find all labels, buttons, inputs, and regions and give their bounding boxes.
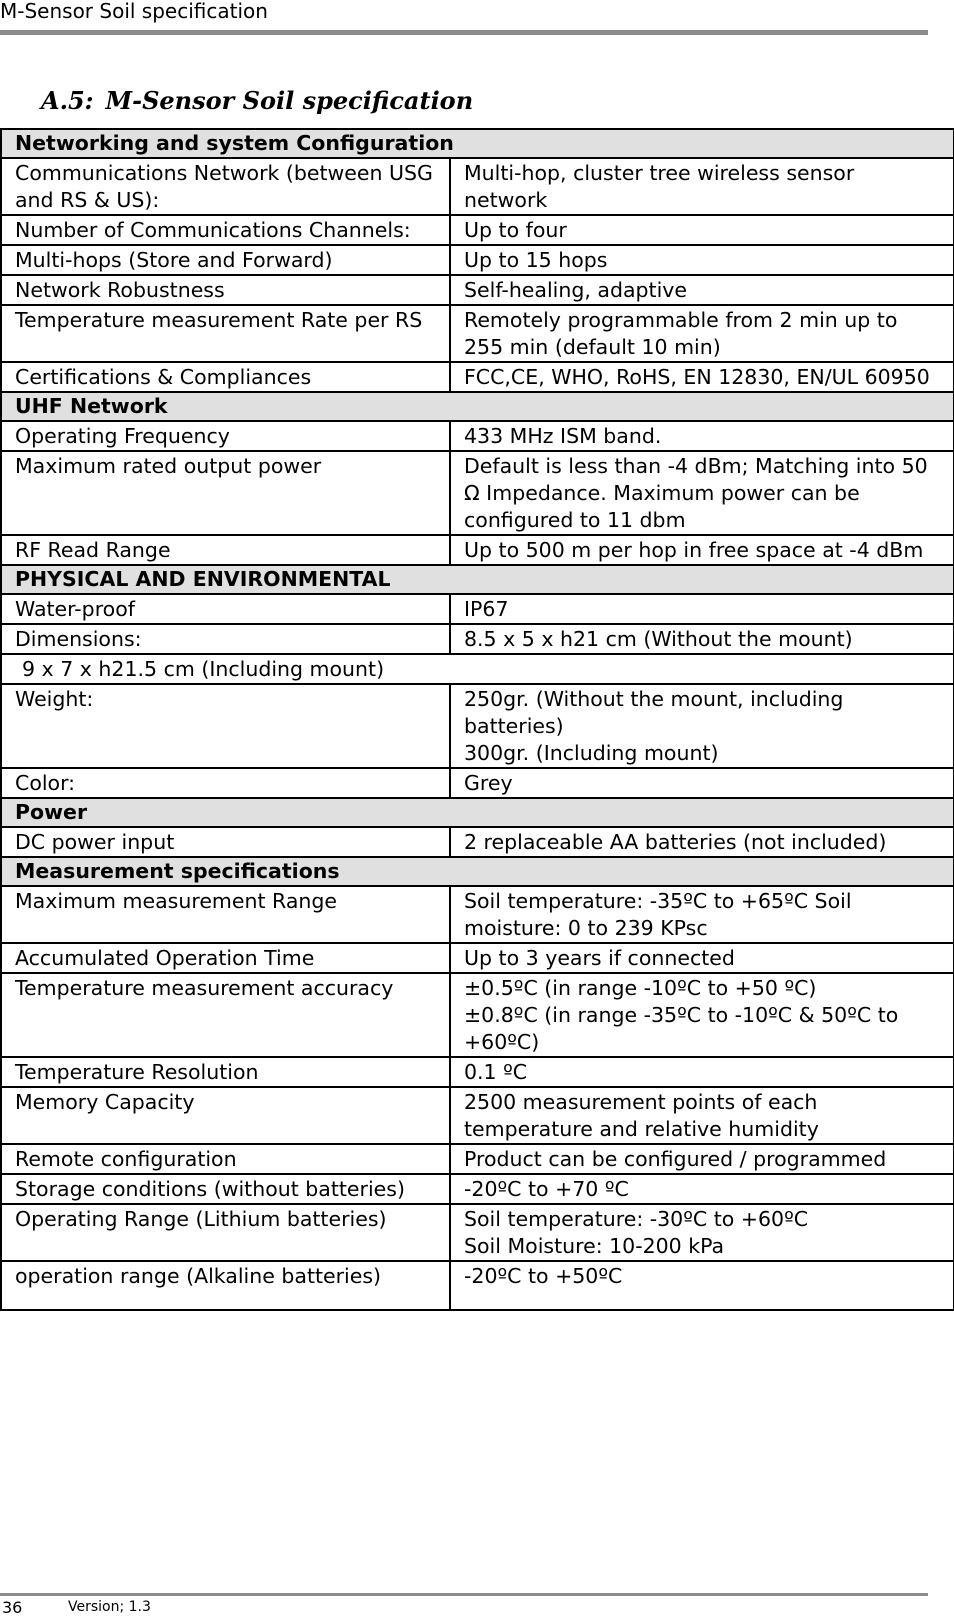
spec-label: Dimensions:: [1, 624, 450, 654]
spec-label: Network Robustness: [1, 275, 450, 305]
spec-value: 0.1 ºC: [450, 1057, 954, 1087]
spec-row: [1, 158, 954, 215]
spec-row: [1, 1144, 954, 1174]
spec-row: [1, 421, 954, 451]
spec-row: [1, 305, 954, 362]
spec-value: Up to four: [450, 215, 954, 245]
section-heading: PHYSICAL AND ENVIRONMENTAL: [1, 565, 954, 594]
spec-row: [1, 624, 954, 654]
spec-row: [1, 943, 954, 973]
spec-row: [1, 1174, 954, 1204]
spec-label: Weight:: [1, 684, 450, 768]
spec-row: [1, 973, 954, 1057]
spec-value: [450, 1204, 954, 1261]
section-heading: Measurement specifications: [1, 857, 954, 886]
section-number: A.5:: [41, 86, 94, 115]
footer-rule: [0, 1593, 928, 1596]
version-label: Version; 1.3: [68, 1599, 151, 1615]
spec-row: [1, 1261, 954, 1310]
section-title: [41, 86, 473, 116]
spec-label: Storage conditions (without batteries): [1, 1174, 450, 1204]
spec-row: [1, 245, 954, 275]
section-header-row: [1, 857, 954, 886]
spec-row: [1, 1057, 954, 1087]
section-header-row: [1, 565, 954, 594]
section-heading: Networking and system Configuration: [1, 129, 954, 158]
spec-value-line: ±0.5ºC (in range -10ºC to +50 ºC): [464, 976, 817, 1000]
spec-row: [1, 451, 954, 535]
spec-value: Up to 500 m per hop in free space at -4 dBm: [450, 535, 954, 565]
spec-value: [450, 973, 954, 1057]
spec-row: [1, 215, 954, 245]
spec-value: 8.5 x 5 x h21 cm (Without the mount): [450, 624, 954, 654]
header-rule: [0, 30, 928, 35]
spec-row: [1, 1087, 954, 1144]
spec-value-line: ±0.8ºC (in range -35ºC to -10ºC & 50ºC to +60ºC): [464, 1003, 899, 1054]
spec-label: Remote configuration: [1, 1144, 450, 1174]
spec-row: [1, 594, 954, 624]
spec-value-line: Soil Moisture: 10-200 kPa: [464, 1234, 725, 1258]
spec-label: Water-proof: [1, 594, 450, 624]
section-title-text: M-Sensor Soil specification: [105, 86, 474, 115]
spec-value: Product can be configured / programmed: [450, 1144, 954, 1174]
spec-label: RF Read Range: [1, 535, 450, 565]
spec-label: Temperature Resolution: [1, 1057, 450, 1087]
spec-row: [1, 886, 954, 943]
spec-value: Default is less than -4 dBm; Matching into 50 Ω Impedance. Maximum power can be configured to 11 dbm: [450, 451, 954, 535]
spec-value: Multi-hop, cluster tree wireless sensor network: [450, 158, 954, 215]
spec-row: [1, 684, 954, 768]
spec-value-full: 9 x 7 x h21.5 cm (Including mount): [1, 654, 954, 684]
spec-value-line: 250gr. (Without the mount, including batteries): [464, 687, 844, 738]
spec-row: [1, 275, 954, 305]
spec-value: Remotely programmable from 2 min up to 255 min (default 10 min): [450, 305, 954, 362]
spec-label: Operating Range (Lithium batteries): [1, 1204, 450, 1261]
spec-row: [1, 362, 954, 392]
spec-value: Up to 3 years if connected: [450, 943, 954, 973]
section-heading: UHF Network: [1, 392, 954, 421]
spec-label: Accumulated Operation Time: [1, 943, 450, 973]
running-header: M-Sensor Soil specification: [0, 0, 268, 23]
spec-label: Multi-hops (Store and Forward): [1, 245, 450, 275]
spec-label: Temperature measurement Rate per RS: [1, 305, 450, 362]
spec-label: Maximum measurement Range: [1, 886, 450, 943]
spec-label: Certifications & Compliances: [1, 362, 450, 392]
spec-label: DC power input: [1, 827, 450, 857]
spec-value: IP67: [450, 594, 954, 624]
section-header-row: [1, 392, 954, 421]
spec-label: Memory Capacity: [1, 1087, 450, 1144]
spec-label: operation range (Alkaline batteries): [1, 1261, 450, 1310]
spec-value: [450, 684, 954, 768]
section-heading: Power: [1, 798, 954, 827]
spec-value: FCC,CE, WHO, RoHS, EN 12830, EN/UL 60950: [450, 362, 954, 392]
spec-value: Self-healing, adaptive: [450, 275, 954, 305]
spec-label: Temperature measurement accuracy: [1, 973, 450, 1057]
section-header-row: [1, 129, 954, 158]
spec-label: Color:: [1, 768, 450, 798]
spec-value: 2 replaceable AA batteries (not included): [450, 827, 954, 857]
spec-row: [1, 768, 954, 798]
spec-label: Communications Network (between USG and RS & US):: [1, 158, 450, 215]
spec-row: [1, 1204, 954, 1261]
spec-label: Maximum rated output power: [1, 451, 450, 535]
spec-value: Up to 15 hops: [450, 245, 954, 275]
spec-value: -20ºC to +70 ºC: [450, 1174, 954, 1204]
spec-value: Grey: [450, 768, 954, 798]
spec-row: [1, 535, 954, 565]
spec-value: 433 MHz ISM band.: [450, 421, 954, 451]
specification-table: [0, 128, 954, 1311]
spec-value-line: Soil temperature: -30ºC to +60ºC: [464, 1207, 809, 1231]
spec-row: [1, 827, 954, 857]
spec-label: Number of Communications Channels:: [1, 215, 450, 245]
spec-value: -20ºC to +50ºC: [450, 1261, 954, 1310]
section-header-row: [1, 798, 954, 827]
page-number: 36: [2, 1598, 23, 1617]
spec-value: Soil temperature: -35ºC to +65ºC Soil moisture: 0 to 239 KPsc: [450, 886, 954, 943]
spec-value-line: 300gr. (Including mount): [464, 741, 719, 765]
spec-value: 2500 measurement points of each temperature and relative humidity: [450, 1087, 954, 1144]
spec-label: Operating Frequency: [1, 421, 450, 451]
spec-row: [1, 654, 954, 684]
